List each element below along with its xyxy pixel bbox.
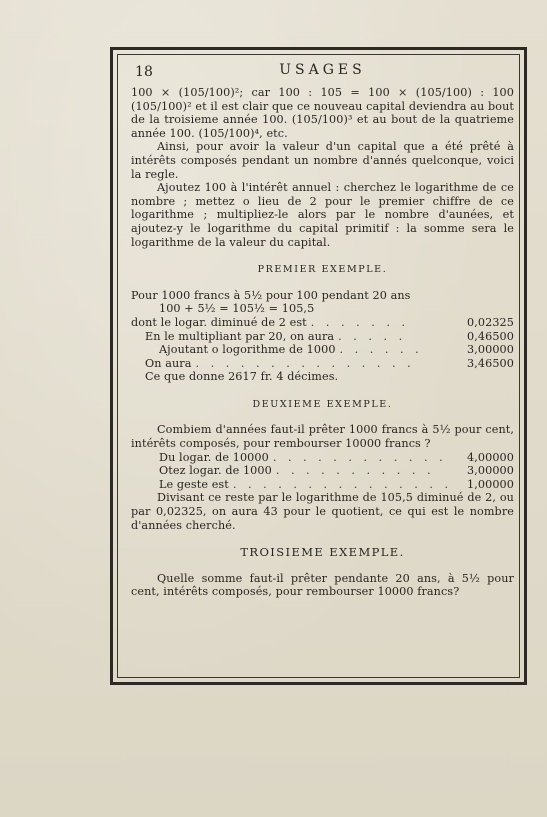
example-1-heading: PREMIER EXEMPLE. bbox=[257, 264, 388, 276]
intro-paragraph-2: Ainsi, pour avoir la valeur d'un capital que a été prêté à intérêts composés pendant un nombre d'annés quelconque, voici la regle. bbox=[131, 140, 514, 181]
running-title: USAGES bbox=[279, 62, 366, 78]
example-2-conclusion: Divisant ce reste par le logarithme de 105,5 diminué de 2, ou par 0,02325, on aura 43 pour le quotient, ce qui est le nombre d'années cherché. bbox=[131, 491, 514, 532]
row-label: Ajoutant o logorithme de 1000 bbox=[159, 343, 336, 357]
row-label: On aura bbox=[145, 356, 192, 370]
row-label: Otez logar. de 1000 bbox=[159, 464, 272, 478]
intro-paragraph-3: Ajoutez 100 à l'intérêt annuel : cherchez le logarithme de ce nombre ; mettez o lieu de 2 pour le premier chiffre de ce logarithme ; multipliez-le alors par le nombre d'aunées, et ajoutez-y le logarithme du capital primitif : la somme sera le logarithme de la valeur du capital. bbox=[131, 181, 514, 249]
row-leader: . . . . . . . . . . . bbox=[275, 464, 435, 478]
row-value: 1,00000 bbox=[467, 477, 514, 491]
row-value: 0,02325 bbox=[467, 315, 514, 329]
example-1-row bbox=[131, 316, 514, 330]
intro-paragraph-1: 100 × (105/100)²; car 100 : 105 = 100 × (105/100) : 100 (105/100)² et il est clair que ce nouveau capital deviendra au bout de la troisieme année 100. (105/100)³ et au bout de la quatrieme année 100. (105/100)⁴, etc. bbox=[131, 86, 514, 140]
row-leader: . . . . . bbox=[338, 329, 407, 343]
example-1-line-1: Pour 1000 francs à 5½ pour 100 pendant 20 ans bbox=[131, 288, 411, 302]
example-3-question: Quelle somme faut-il prêter pendante 20 ans, à 5½ pour cent, intérêts composés, pour rembourser 10000 francs? bbox=[131, 571, 514, 599]
row-value: 4,00000 bbox=[467, 450, 514, 464]
row-value: 3,46500 bbox=[467, 356, 514, 370]
example-2-heading: DEUXIEME EXEMPLE. bbox=[252, 398, 393, 410]
row-value: 3,00000 bbox=[467, 464, 514, 478]
row-label: Le geste est bbox=[159, 477, 229, 491]
row-leader: . . . . . . . . . . . . bbox=[272, 450, 447, 464]
page-header bbox=[131, 62, 514, 86]
row-label: Du logar. de 10000 bbox=[159, 450, 269, 464]
page-number: 18 bbox=[135, 64, 154, 80]
example-2-question: Combiem d'années faut-il prêter 1000 francs à 5½ pour cent, intérêts composés, pour rembourser 10000 francs ? bbox=[131, 423, 514, 451]
example-1-row bbox=[131, 330, 514, 344]
example-3-heading: TROISIEME EXEMPLE. bbox=[240, 545, 405, 560]
example-2-row bbox=[131, 451, 514, 465]
example-1-row bbox=[131, 343, 514, 357]
example-1-row bbox=[131, 357, 514, 371]
row-leader: . . . . . . . . . . . . . . . bbox=[232, 477, 452, 491]
row-leader: . . . . . . bbox=[339, 343, 423, 357]
row-value: 3,00000 bbox=[467, 343, 514, 357]
row-leader: . . . . . . . . . . . . . . . bbox=[195, 356, 415, 370]
row-leader: . . . . . . . bbox=[310, 315, 410, 329]
example-2-row bbox=[131, 478, 514, 492]
page-content bbox=[131, 62, 514, 599]
example-2-row bbox=[131, 464, 514, 478]
row-label: dont le logar. diminué de 2 est bbox=[131, 315, 307, 329]
example-1-result: Ce que donne 2617 fr. 4 décimes. bbox=[145, 370, 339, 384]
row-label: En le multipliant par 20, on aura bbox=[145, 329, 335, 343]
row-value: 0,46500 bbox=[467, 329, 514, 343]
example-1-line-2: 100 + 5½ = 105½ = 105,5 bbox=[159, 302, 315, 316]
